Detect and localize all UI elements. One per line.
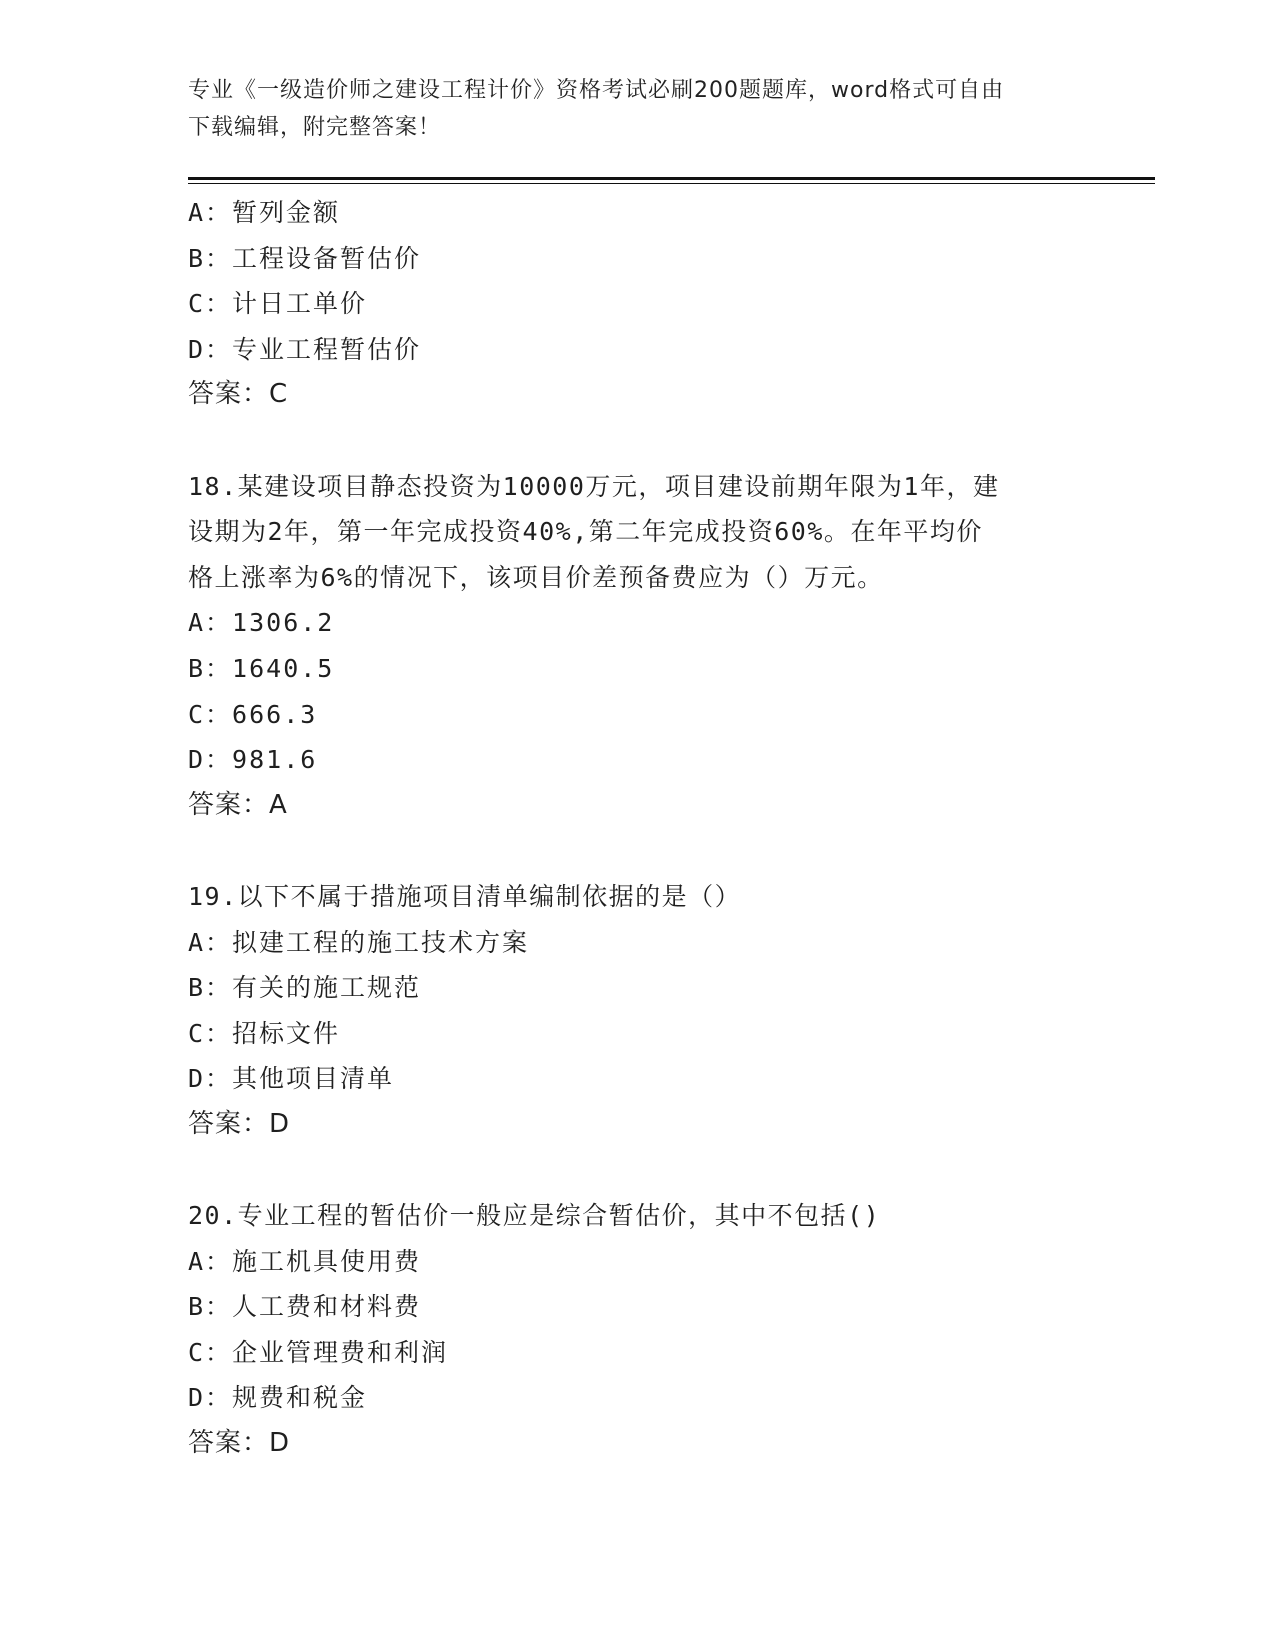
option-a: A：1306.2 [188,608,335,638]
spacer [188,418,1088,464]
header-line-1: 专业《一级造价师之建设工程计价》资格考试必刷200题题库，word格式可自由 [188,78,1005,103]
header-line-2: 下载编辑，附完整答案！ [188,115,442,140]
question-text-line: 设期为2年，第一年完成投资40%,第二年完成投资60%。在年平均价 [188,517,983,547]
option-b: B：有关的施工规范 [188,973,422,1003]
question-text-line: 格上涨率为6%的情况下，该项目价差预备费应为（）万元。 [188,562,884,592]
option-d: D：其他项目清单 [188,1064,395,1094]
option-b: B：工程设备暂估价 [188,243,422,273]
header-divider-thick [188,177,1155,180]
question-block [188,1193,1088,1467]
answer: 答案：D [188,1108,291,1139]
question-text-line: 19.以下不属于措施项目清单编制依据的是（） [188,881,742,911]
question-text-line: 20.专业工程的暂估价一般应是综合暂估价，其中不包括() [188,1201,881,1231]
question-block [188,190,1088,418]
spacer [188,828,1088,874]
option-c: C：计日工单价 [188,289,368,319]
answer: 答案：D [188,1428,291,1459]
answer: 答案：C [188,379,289,410]
spacer [188,1147,1088,1193]
option-d: D：专业工程暂估价 [188,334,422,364]
header-divider-thin [188,183,1155,184]
option-c: C：666.3 [188,699,318,729]
option-d: D：规费和税金 [188,1383,368,1413]
question-block [188,464,1088,829]
option-a: A：施工机具使用费 [188,1246,422,1276]
option-a: A：拟建工程的施工技术方案 [188,927,530,957]
answer: 答案：A [188,789,288,820]
option-d: D：981.6 [188,745,318,775]
option-a: A：暂列金额 [188,198,341,227]
option-b: B：1640.5 [188,653,335,683]
document-header [188,72,1078,146]
option-c: C：企业管理费和利润 [188,1337,449,1367]
question-list [188,190,1088,1467]
question-text-line: 18.某建设项目静态投资为10000万元，项目建设前期年限为1年，建 [188,471,1000,501]
question-block [188,874,1088,1148]
option-c: C：招标文件 [188,1018,341,1048]
option-b: B：人工费和材料费 [188,1292,422,1322]
